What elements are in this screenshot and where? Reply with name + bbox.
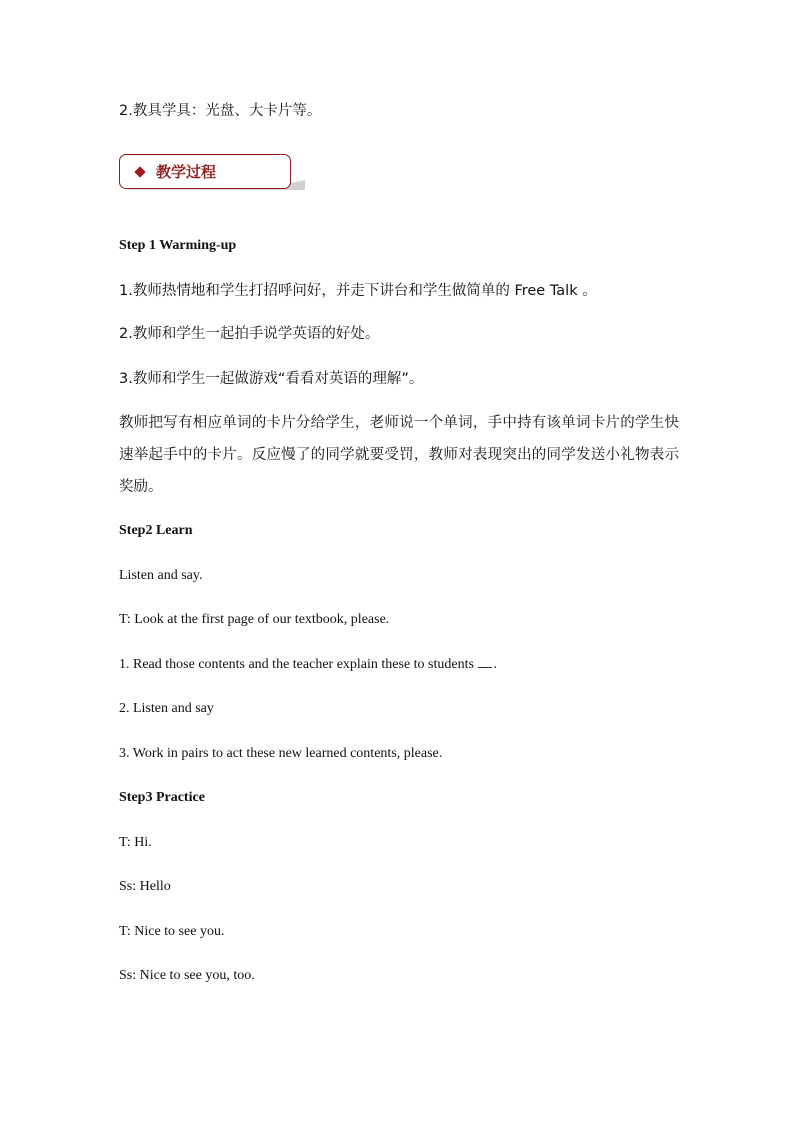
step2-item-1 [119, 655, 497, 675]
step2-line-listen: Listen and say. [119, 568, 203, 583]
step1-paragraph: 教师把写有相应单词的卡片分给学生，老师说一个单词，手中持有该单词卡片的学生快速举起手中的卡片。反应慢了的同学就要受罚，教师对表现突出的同学发送小礼物表示奖励。 [119, 415, 679, 495]
step1-item-3: 3.教师和学生一起做游戏“看看对英语的理解”。 [119, 371, 424, 387]
diamond-icon [134, 166, 145, 177]
step2-item-3: 3. Work in pairs to act these new learned contents, please. [119, 746, 443, 761]
section-heading-box [119, 154, 291, 189]
step1-item-2: 2.教师和学生一起拍手说学英语的好处。 [119, 326, 380, 342]
fill-blank [478, 657, 492, 668]
dialogue-line-2: Ss: Hello [119, 879, 171, 894]
section-heading-teaching-process [119, 154, 309, 194]
step1-heading: Step 1 Warming-up [119, 238, 237, 253]
dialogue-line-1: T: Hi. [119, 835, 152, 850]
dialogue-line-4: Ss: Nice to see you, too. [119, 968, 255, 983]
step2-item-2: 2. Listen and say [119, 701, 214, 716]
step2-item-1-period: . [493, 657, 497, 672]
section-heading-title: 教学过程 [156, 163, 217, 181]
teaching-tools-line: 2.教具学具：光盘、大卡片等。 [119, 103, 322, 119]
step3-heading: Step3 Practice [119, 790, 205, 805]
step2-item-1-text: 1. Read those contents and the teacher explain these to students [119, 657, 474, 672]
dialogue-line-3: T: Nice to see you. [119, 924, 225, 939]
step2-heading: Step2 Learn [119, 523, 193, 538]
step1-item-1: 1.教师热情地和学生打招呼问好，并走下讲台和学生做简单的 Free Talk 。 [119, 283, 597, 299]
step2-line-textbook: T: Look at the first page of our textbook, please. [119, 612, 390, 627]
